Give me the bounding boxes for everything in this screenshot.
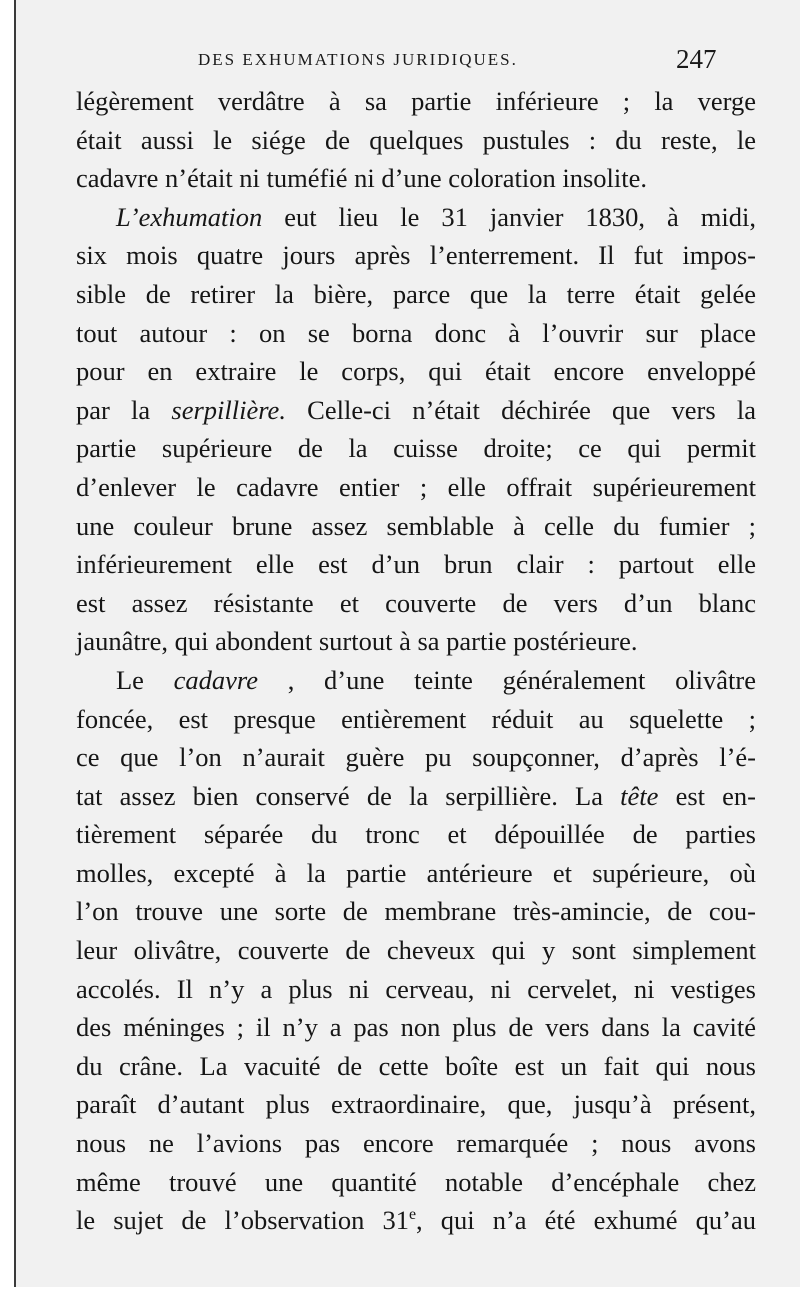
text-line: nous ne l’avions pas encore remarquée ; nous avons	[76, 1128, 756, 1159]
text-line: paraît d’autant plus extraordinaire, que, jusqu’à présent,	[76, 1089, 756, 1120]
italic-term: L’exhumation	[116, 201, 263, 232]
page-header	[16, 44, 800, 76]
text-line: accolés. Il n’y a plus ni cerveau, ni cervelet, ni vestiges	[76, 973, 756, 1004]
text-line: même trouvé une quantité notable d’encéphale chez	[76, 1166, 756, 1197]
italic-term: serpillière.	[171, 394, 286, 425]
text-line: tout autour : on se borna donc à l’ouvrir sur place	[76, 317, 756, 348]
text-line: six mois quatre jours après l’enterrement. Il fut impos-	[76, 240, 756, 271]
text-line: d’enlever le cadavre entier ; elle offrait supérieurement	[76, 471, 756, 502]
text-line: était aussi le siége de quelques pustules : du reste, le	[76, 124, 756, 155]
paragraph-start-line: Le cadavre , d’une teinte généralement olivâtre	[116, 664, 757, 695]
text-line: partie supérieure de la cuisse droite; ce qui permit	[76, 433, 756, 464]
text-line: pour en extraire le corps, qui était encore enveloppé	[76, 356, 756, 387]
text-line: inférieurement elle est d’un brun clair : partout elle	[76, 549, 756, 580]
text-line: par la serpillière. Celle-ci n’était déchirée que vers la	[76, 394, 756, 425]
text-line: est assez résistante et couverte de vers d’un blanc	[76, 587, 756, 618]
text-line: une couleur brune assez semblable à celle du fumier ;	[76, 510, 756, 541]
text-line: des méninges ; il n’y a pas non plus de vers dans la cavité	[76, 1012, 756, 1043]
book-page	[14, 0, 800, 1287]
text-line: tat assez bien conservé de la serpillière. La tête est en-	[76, 780, 757, 811]
text-line: légèrement verdâtre à sa partie inférieure ; la verge	[76, 86, 756, 116]
text-line: foncée, est presque entièrement réduit au squelette ;	[76, 703, 756, 734]
text-line: du crâne. La vacuité de cette boîte est un fait qui nous	[76, 1050, 756, 1081]
italic-term: tête	[620, 780, 659, 811]
running-head: DES EXHUMATIONS JURIDIQUES.	[198, 50, 518, 69]
superscript: e	[408, 1206, 417, 1224]
text-line: le sujet de l’observation 31e, qui n’a été exhumé qu’au	[76, 1205, 756, 1236]
text-line: leur olivâtre, couverte de cheveux qui y sont simplement	[76, 935, 756, 966]
text-line: jaunâtre, qui abondent surtout à sa partie postérieure.	[76, 626, 638, 657]
body-text	[76, 82, 756, 1240]
text-line: ce que l’on n’aurait guère pu soupçonner, d’après l’é-	[76, 742, 756, 773]
text-line: sible de retirer la bière, parce que la terre était gelée	[76, 278, 756, 309]
text-line: molles, excepté à la partie antérieure et supérieure, où	[76, 857, 756, 888]
page-number: 247	[676, 44, 717, 74]
italic-term: cadavre	[173, 664, 259, 695]
text-line: cadavre n’était ni tuméfié ni d’une coloration insolite.	[76, 163, 648, 194]
text-line: l’on trouve une sorte de membrane très-amincie, de cou-	[76, 896, 756, 927]
text-line: tièrement séparée du tronc et dépouillée de parties	[76, 819, 756, 850]
paragraph-start-line: L’exhumation eut lieu le 31 janvier 1830, à midi,	[116, 201, 756, 232]
